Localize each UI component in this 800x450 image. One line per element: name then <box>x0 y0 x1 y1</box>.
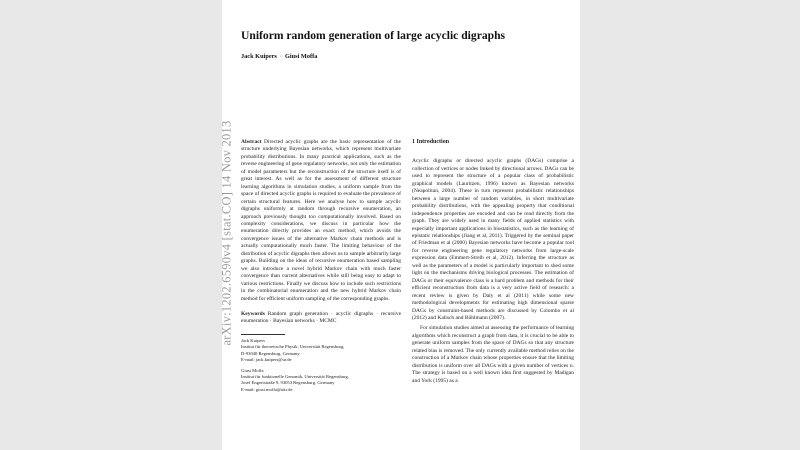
affiliation-block <box>241 368 401 394</box>
abstract-text: Directed acyclic graphs are the basic representation of the structure underlying Bayesian networks, which represent multivariate probability distributions. In many practical applications, such as the reverse engineering of gene regulatory networks, not only the estimation of model parameters but the reconstruction of the structure itself is of great interest. As well as for the assessment of different structure learning algorithms in simulation studies, a uniform sample from the space of directed acyclic graphs is required to evaluate the prevalence of certain structural features. Here we analyse how to sample acyclic digraphs uniformly at random through recursive enumeration, an approach previously thought too computationally involved. Based on complexity considerations, we discuss in particular how the enumeration directly provides an exact method, which avoids the convergence issues of the alternative Markov chain methods and is actually computationally much faster. The limiting behaviour of the distribution of acyclic digraphs then allows us to sample arbitrarily large graphs. Building on the ideas of recursive enumeration based sampling we also introduce a novel hybrid Markov chain with much faster convergence than current alternatives while still being easy to adapt to various restrictions. Finally we discuss how to include such restrictions in the combinatorial enumeration and the new hybrid Markov chain method for efficient uniform sampling of the corresponding graphs. <box>241 139 401 302</box>
affiliation-block <box>241 338 401 364</box>
author-separator: · <box>279 53 282 60</box>
footnote-rule <box>241 334 285 335</box>
left-column <box>241 139 401 397</box>
author-name: Jack Kuipers <box>241 53 277 60</box>
affiliation-name: Jack Kuipers <box>241 337 265 343</box>
author-list <box>241 53 317 60</box>
affiliation-name: Giusi Moffa <box>241 367 264 373</box>
arxiv-stamp[interactable] <box>218 96 236 370</box>
affiliation-email[interactable]: E-mail: giusi.moffa@ukr.de <box>241 386 293 392</box>
intro-paragraph: For simulation studies aimed at assessing the performance of learning algorithms which reconstruct a graph from data, it is crucial to be able to generate uniform samples from the space of DAGs so that any structure related bias is removed. The only currently available method relies on the construction of a Markov chain whose properties ensure that the limiting distribution is uniform over all DAGs with a given number of vertices n. The strategy is based on a well known idea first suggested by Madigan and York (1995) as a <box>412 325 574 384</box>
affiliation-institute: Institut für funktionelle Genomik, Universität Regensburg, <box>241 373 349 379</box>
affiliation-address: Josef Engertstraße 9, 93053 Regensburg, Germany <box>241 380 335 386</box>
intro-paragraph: Acyclic digraphs or directed acyclic graphs (DAGs) comprise a collection of vertices or nodes linked by directional arrows. DAGs can be used to represent the structure of a popular class of probabilistic graphical models (Lauritzen, 1996) known as Bayesian networks (Neapolitan, 2004). These in turn represent probabilistic relationships between a large number of random variables, in short multivariate probability distributions, with the appealing property that conditional independence properties are encoded and can be read directly from the graph. They are widely used in many fields of applied statistics with especially important applications in biostatistics, such as the learning of epistatic relationships (Jiang et al, 2011). Triggered by the seminal paper of Friedman et al (2000) Bayesian networks have become a popular tool for reverse engineering gene regulatory networks from large-scale expression data (Emmert-Streib et al, 2012). Inferring the structure as well as the parameters of a model is particularly important to shed some light on the mechanisms driving biological processes. The estimation of DAGs or their equivalence class is a hard problem and methods for their efficient reconstruction from data is a very active field of research: a recent review is given by Daly et al (2011) while some new methodological developments for estimating high dimensional sparse DAGs by constraint-based methods are discussed by Colombo et al (2012) and Kalisch and Bühlmann (2007). <box>412 158 574 321</box>
paper-title: Uniform random generation of large acyclic digraphs <box>241 29 506 42</box>
affiliation-address: D-93040 Regensburg, Germany <box>241 350 300 356</box>
affiliation-institute: Institut für theoretische Physik, Universität Regensburg, <box>241 344 345 350</box>
keywords-label: Keywords <box>241 310 265 317</box>
keywords-text: Random graph generation · acyclic digraphs · recursive enumeration · Bayesian networks · MCMC <box>241 310 402 325</box>
abstract <box>241 139 401 303</box>
section-heading: 1 Introduction <box>412 139 450 145</box>
arxiv-stamp-text: arXiv:1202.6590v4 [stat.CO] 14 Nov 2013 <box>219 120 234 346</box>
affiliation-email[interactable]: E-mail: jack.kuipers@ur.de <box>241 357 292 363</box>
author-name: Giusi Moffa <box>284 53 318 60</box>
abstract-label: Abstract <box>241 139 262 145</box>
right-column <box>412 139 574 385</box>
keywords <box>241 311 401 326</box>
